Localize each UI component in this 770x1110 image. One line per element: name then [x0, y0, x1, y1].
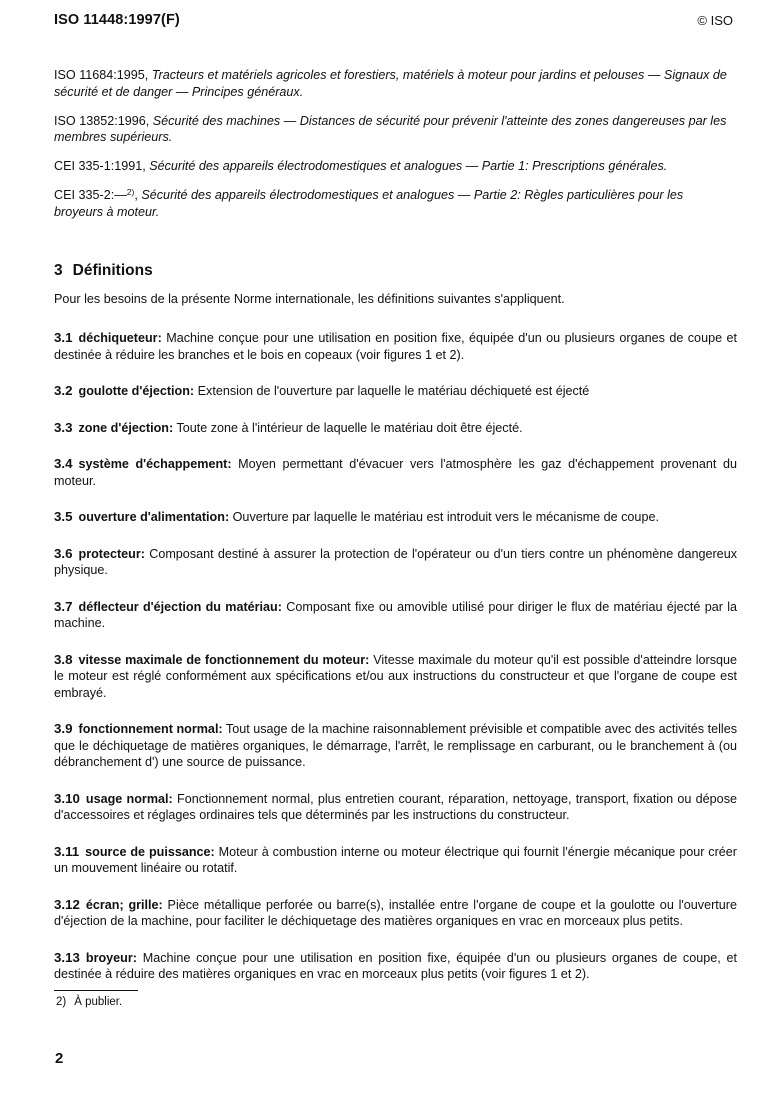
reference-entry	[54, 67, 734, 100]
definition-number: 3.4	[54, 456, 73, 471]
footnote-divider	[54, 990, 138, 991]
definition-text: Ouverture par laquelle le matériau est introduit vers le mécanisme de coupe.	[232, 510, 659, 524]
definition-text: Composant fixe ou amovible utilisé pour diriger le flux de matériau éjecté par la machine.	[54, 599, 738, 630]
definition-text: Extension de l'ouverture par laquelle le matériau déchiqueté est éjecté	[197, 384, 590, 398]
definition-text: Toute zone à l'intérieur de laquelle le matériau doit être éjecté.	[176, 420, 523, 435]
reference-entry	[54, 158, 734, 175]
reference-title: Sécurité des appareils électrodomestiques et analogues — Partie 1: Prescriptions générales.	[149, 159, 668, 173]
definition-text: Machine conçue pour une utilisation en position fixe, équipée d'un ou plusieurs organes de coupe, et destinée à réduire des matières organiques en vrac en morceaux plus petits (voir figures 1 et 2).	[54, 950, 737, 981]
definition-3-4	[54, 456, 737, 489]
definition-term: usage normal:	[85, 791, 173, 806]
definition-3-12	[54, 897, 737, 930]
definition-3-10	[54, 791, 737, 824]
footnote-mark: 2)	[56, 996, 67, 1008]
definition-text: Vitesse maximale du moteur qu'il est possible d'atteindre lorsque le moteur est réglé conformément aux spécifications et/ou aux instructions du constructeur et que l'organe de coupe est embrayé.	[54, 652, 738, 700]
footnote	[56, 996, 122, 1008]
definition-text: Moyen permettant d'évacuer vers l'atmosphère les gaz d'échappement provenant du moteur.	[54, 457, 738, 488]
definition-term: protecteur:	[78, 546, 145, 561]
definition-3-11	[54, 844, 737, 877]
definition-3-7	[54, 599, 737, 632]
definition-number: 3.8	[54, 651, 73, 667]
definition-term: système d'échappement:	[78, 457, 232, 471]
section-intro: Pour les besoins de la présente Norme internationale, les définitions suivantes s'appliquent.	[54, 292, 565, 306]
definition-text: Tout usage de la machine raisonnablement prévisible et compatible avec des activités telles que le déchiquetage de matières organiques, le démarrage, l'arrêt, le remplissage en carburant, ou le branchement à (ou débranchement d') une source de puissance.	[54, 722, 737, 769]
page-number: 2	[55, 1050, 64, 1067]
definition-number: 3.12	[54, 896, 80, 912]
definition-term: déflecteur d'éjection du matériau:	[78, 599, 282, 614]
definition-3-9	[54, 721, 737, 771]
footnote-text: À publier.	[74, 996, 123, 1008]
definition-3-6	[54, 546, 737, 579]
definition-number: 3.10	[54, 790, 80, 806]
definition-term: broyeur:	[85, 950, 137, 965]
definition-3-8	[54, 652, 737, 702]
definition-3-1	[54, 330, 737, 363]
reference-title: Sécurité des machines — Distances de sécurité pour prévenir l'atteinte des zones dangereuses par les membres supérieurs.	[54, 113, 727, 144]
definition-3-5	[54, 509, 737, 526]
definition-number: 3.11	[54, 843, 80, 859]
definition-number: 3.1	[54, 330, 73, 345]
reference-title: Tracteurs et matériels agricoles et forestiers, matériels à moteur pour jardins et pelouses — Signaux de sécurité et de danger — Principes généraux.	[54, 68, 727, 99]
definitions-list	[54, 330, 737, 983]
reference-entry	[54, 113, 734, 146]
definition-term: écran; grille:	[85, 897, 163, 912]
definition-number: 3.13	[54, 949, 80, 965]
definition-text: Pièce métallique perforée ou barre(s), installée entre l'organe de coupe et la goulotte ou l'ouverture d'éjection de la machine, pour faciliter le déchiquetage des matières organiques en vrac en morceaux plus petits.	[54, 897, 738, 928]
definition-text: Moteur à combustion interne ou moteur électrique qui fournit l'énergie mécanique pour créer un mouvement linéaire ou rotatif.	[54, 844, 737, 875]
definition-term: ouverture d'alimentation:	[78, 510, 230, 524]
normative-references	[54, 67, 734, 233]
copyright-notice: © ISO	[697, 13, 733, 28]
definition-number: 3.7	[54, 598, 73, 614]
definition-number: 3.3	[54, 419, 73, 435]
definition-term: zone d'éjection:	[78, 420, 174, 435]
reference-code: ISO 11684:1995,	[54, 68, 149, 82]
definition-term: déchiqueteur:	[78, 331, 162, 345]
reference-code: CEI 335-1:1991,	[54, 159, 146, 173]
reference-title: Sécurité des appareils électrodomestiques et analogues — Partie 2: Règles particulières pour les broyeurs à moteur.	[54, 188, 684, 219]
definition-3-2	[54, 383, 737, 400]
reference-code-suffix: ,	[134, 188, 138, 202]
definition-text: Composant destiné à assurer la protection de l'opérateur ou d'un tiers contre un phénomène dangereux physique.	[54, 546, 737, 577]
definition-3-13	[54, 950, 737, 983]
reference-entry	[54, 187, 734, 220]
reference-code: ISO 13852:1996,	[54, 113, 150, 128]
definition-term: goulotte d'éjection:	[78, 384, 195, 398]
section-heading	[54, 262, 153, 280]
definition-number: 3.9	[54, 721, 73, 736]
standard-id: ISO 11448:1997(F)	[54, 12, 180, 28]
definition-term: vitesse maximale de fonctionnement du moteur:	[78, 652, 370, 667]
definition-term: source de puissance:	[85, 844, 215, 859]
definition-3-3	[54, 420, 737, 437]
definition-number: 3.5	[54, 509, 73, 524]
definition-text: Machine conçue pour une utilisation en position fixe, équipée d'un ou plusieurs organes de coupe et destinée à réduire les branches et le bois en copeaux (voir figures 1 et 2).	[54, 331, 738, 362]
reference-code: CEI 335-2:—	[54, 188, 127, 202]
definition-term: fonctionnement normal:	[78, 722, 223, 736]
definition-number: 3.2	[54, 383, 73, 398]
footnote-ref: 2)	[126, 187, 135, 197]
definition-number: 3.6	[54, 545, 73, 561]
section-title: Définitions	[72, 262, 153, 279]
definition-text: Fonctionnement normal, plus entretien courant, réparation, nettoyage, transport, fixation ou dépose d'accessoires et réglages ordinaires tels que déterminés par les instructions du constructeur.	[54, 791, 737, 822]
section-number: 3	[54, 262, 63, 279]
